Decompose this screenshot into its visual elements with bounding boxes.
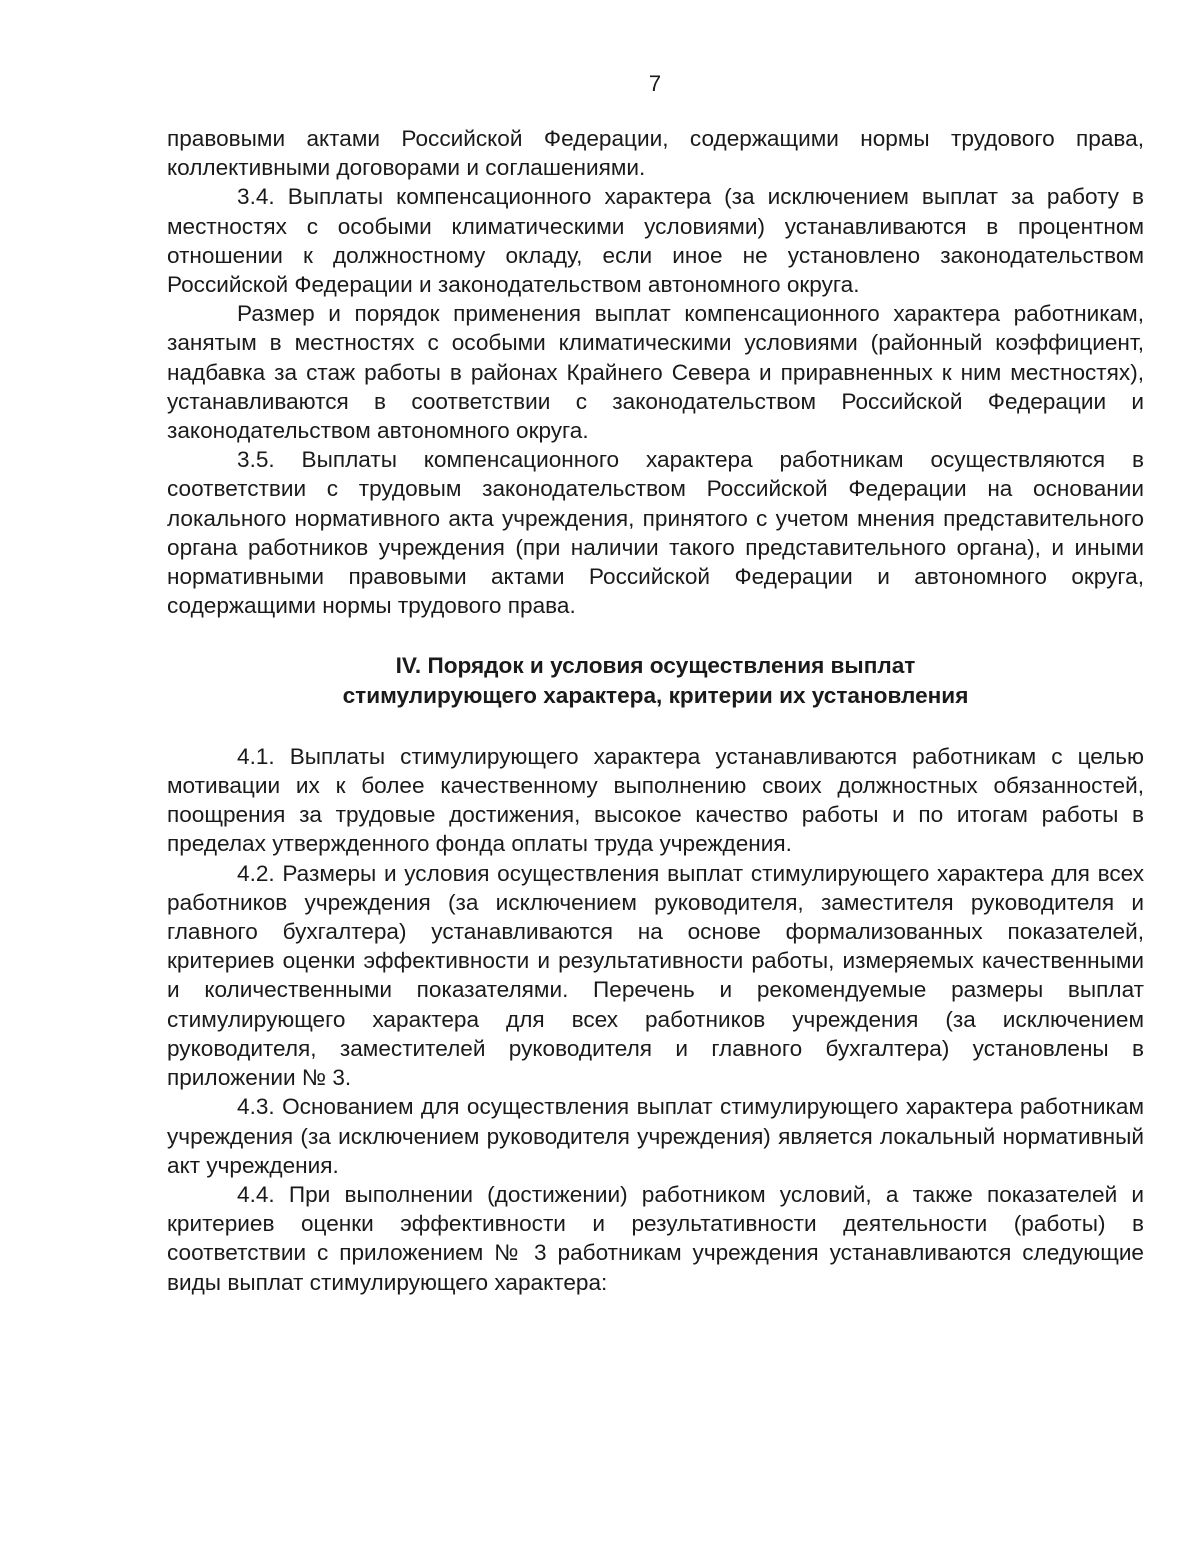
paragraph-4-2: 4.2. Размеры и условия осуществления выплат стимулирующего характера для всех работников учреждения (за исключением руководителя, заместителя руководителя и главного бухгалтера) устанавливаются на основе формализованных показателей, критериев оценки эффективности и результативности работы, измеряемых качественными и количественными показателями. Перечень и рекомендуемые размеры выплат стимулирующего характера для всех работников учреждения (за исключением руководителя, заместителей руководителя и главного бухгалтера) установлены в приложении № 3. — [167, 860, 1144, 1091]
paragraph-continuation: правовыми актами Российской Федерации, содержащими нормы трудового права, коллективными договорами и соглашениями. — [167, 126, 1144, 181]
paragraph-3-5: 3.5. Выплаты компенсационного характера работникам осуществляются в соответствии с трудовым законодательством Российской Федерации на основании локального нормативного акта учреждения, принятого с учетом мнения представительного органа работников учреждения (при наличии такого представительного органа), и иными нормативными правовыми актами Российской Федерации и автономного округа, содержащими нормы трудового права. — [167, 447, 1144, 619]
section-heading-line-1: IV. Порядок и условия осуществления выплат — [395, 653, 916, 679]
section-heading — [167, 651, 1144, 709]
paragraph-4-1: 4.1. Выплаты стимулирующего характера устанавливаются работникам с целью мотивации их к более качественному выполнению своих должностных обязанностей, поощрения за трудовые достижения, высокое качество работы и по итогам работы в пределах утвержденного фонда оплаты труда учреждения. — [167, 743, 1144, 857]
paragraph-4-3: 4.3. Основанием для осуществления выплат стимулирующего характера работникам учреждения (за исключением руководителя учреждения) является локальный нормативный акт учреждения. — [167, 1094, 1144, 1178]
paragraph-3-4: 3.4. Выплаты компенсационного характера (за исключением выплат за работу в местностях с особыми климатическими условиями) устанавливаются в процентном отношении к должностному окладу, если иное не установлено законодательством Российской Федерации и законодательством автономного округа. — [167, 184, 1144, 298]
page-number: 7 — [648, 71, 662, 96]
paragraph-3-4-size: Размер и порядок применения выплат компенсационного характера работникам, занятым в местностях с особыми климатическими условиями (районный коэффициент, надбавка за стаж работы в районах Крайнего Севера и приравненных к ним местностях), устанавливаются в соответствии с законодательством Российской Федерации и законодательством автономного округа. — [167, 301, 1144, 444]
document-body — [167, 124, 1144, 1297]
section-heading-line-2: стимулирующего характера, критерии их установления — [342, 682, 969, 708]
paragraph-4-4: 4.4. При выполнении (достижении) работником условий, а также показателей и критериев оценки эффективности и результативности деятельности (работы) в соответствии с приложением № 3 работникам учреждения устанавливаются следующие виды выплат стимулирующего характера: — [167, 1181, 1144, 1295]
